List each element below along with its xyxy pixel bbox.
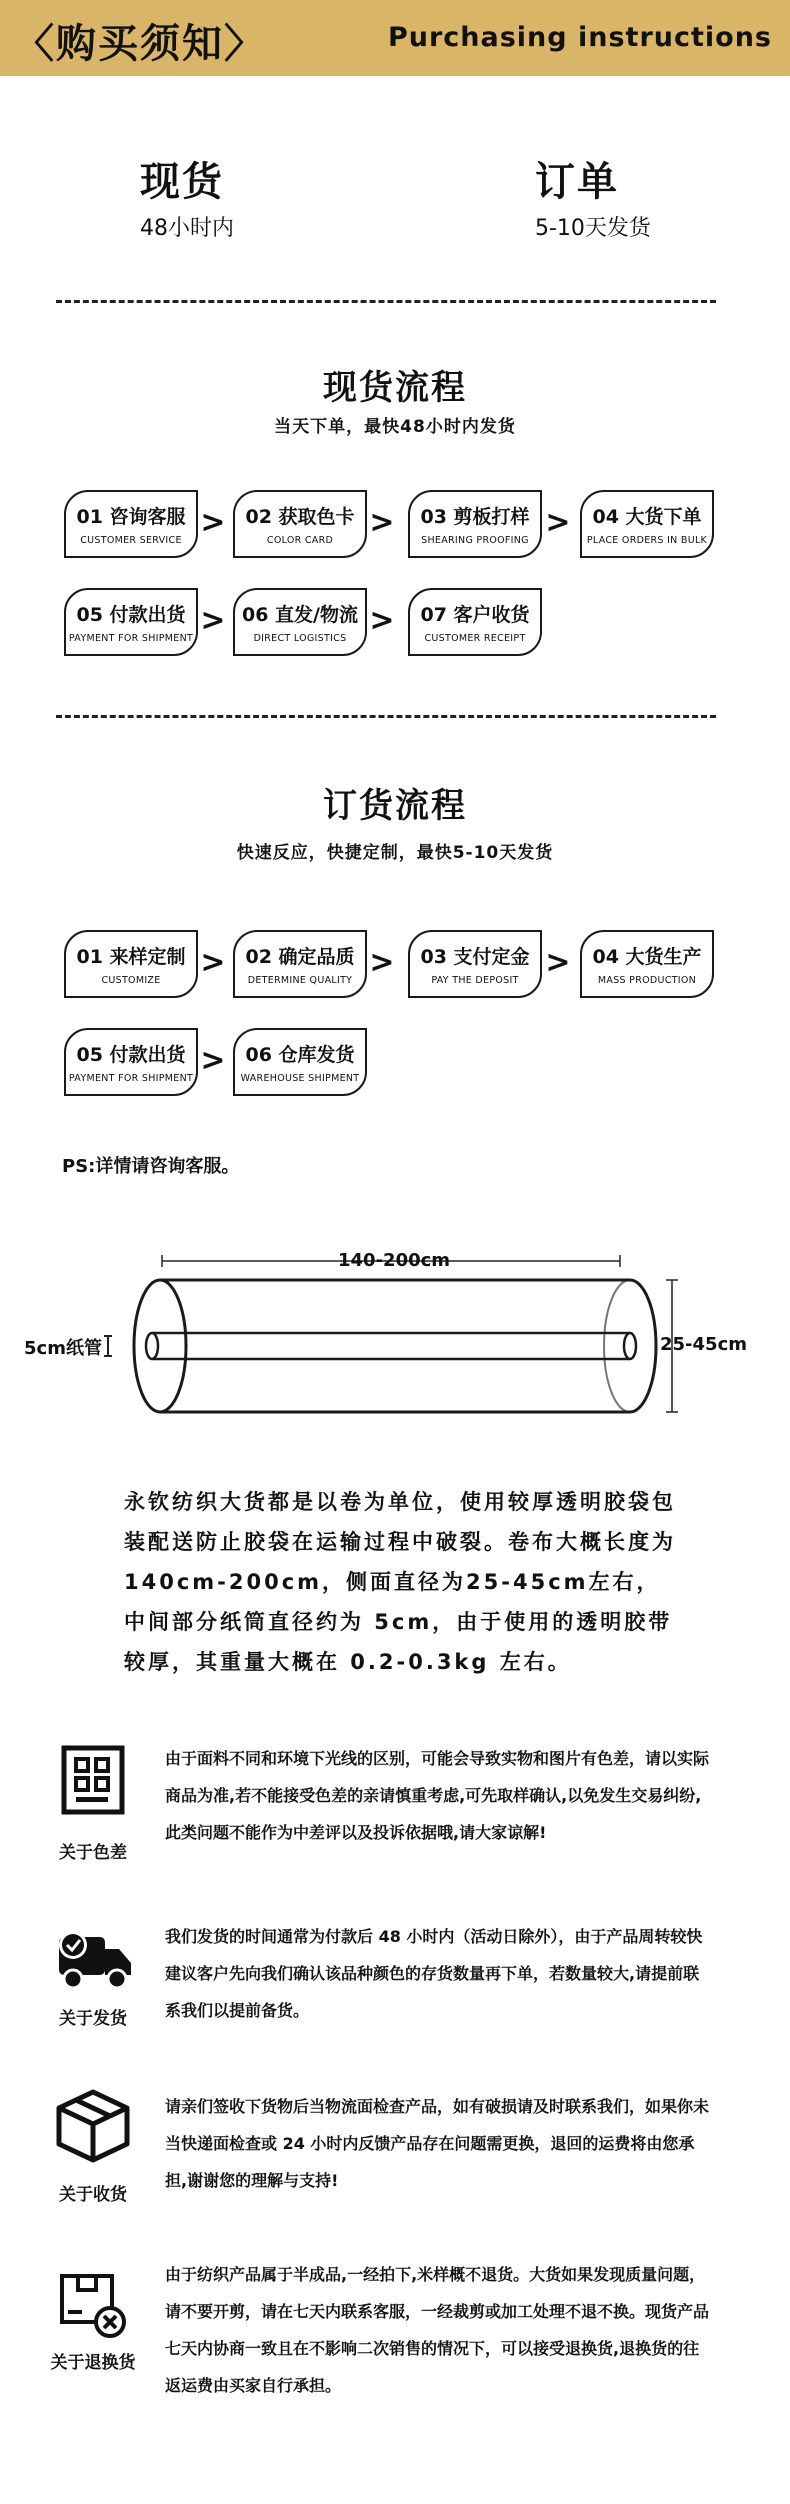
order-flow-subtitle: 快速反应，快捷定制，最快5-10天发货 bbox=[236, 843, 554, 863]
step-label: 03 支付定金 bbox=[420, 946, 530, 968]
header-banner bbox=[0, 0, 790, 76]
order-step-2 bbox=[233, 930, 367, 998]
arrow-icon: > bbox=[200, 1043, 226, 1078]
arrow-icon: > bbox=[369, 603, 395, 638]
order-step-1 bbox=[64, 930, 198, 998]
roll-description: 永钦纺织大货都是以卷为单位，使用较厚透明胶袋包装配送防止胶袋在运输过程中破裂。卷布大概长度为140cm-200cm，侧面直径为25-45cm左右，中间部分纸筒直径约为 5cm，由于使用的透明胶带较厚，其重量大概在 0.2-0.3kg 左右。 bbox=[124, 1490, 676, 1674]
color-card-icon bbox=[58, 1745, 128, 1815]
step-label: 06 仓库发货 bbox=[245, 1044, 355, 1066]
step-label-en: PAYMENT FOR SHIPMENT bbox=[68, 633, 194, 644]
step-label-en: DIRECT LOGISTICS bbox=[253, 633, 347, 644]
arrow-icon: > bbox=[200, 505, 226, 540]
divider-top bbox=[56, 300, 716, 303]
notice-label-receipt: 关于收货 bbox=[59, 2185, 127, 2205]
step-label-en: COLOR CARD bbox=[266, 535, 334, 546]
order-flow-title: 订货流程 bbox=[323, 786, 467, 826]
arrow-icon: > bbox=[545, 945, 571, 980]
stock-step-2 bbox=[233, 490, 367, 558]
notice-label-color: 关于色差 bbox=[59, 1843, 127, 1863]
step-label: 01 来样定制 bbox=[76, 946, 186, 968]
stock-step-4 bbox=[580, 490, 714, 558]
roll-length-label: 140-200cm bbox=[338, 1250, 451, 1271]
step-label: 03 剪板打样 bbox=[420, 506, 530, 528]
step-label: 04 大货下单 bbox=[592, 506, 702, 528]
step-label-en: MASS PRODUCTION bbox=[597, 975, 697, 986]
step-label-en: WAREHOUSE SHIPMENT bbox=[240, 1073, 360, 1084]
stock-headline bbox=[140, 150, 234, 242]
stock-step-7 bbox=[408, 588, 542, 656]
step-label: 02 获取色卡 bbox=[245, 506, 355, 528]
notice-text-return: 由于纺织产品属于半成品,一经拍下,米样概不退货。大货如果发现质量问题，请不要开剪，请在七天内联系客服，一经裁剪或加工处理不退不换。现货产品七天内协商一致且在不影响二次销售的情况下，可以接受退换货,退换货的往返运费由买家自行承担。 bbox=[165, 2265, 710, 2395]
step-label-en: CUSTOMIZE bbox=[101, 975, 161, 986]
step-label: 05 付款出货 bbox=[76, 604, 186, 626]
notice-text-delivery: 我们发货的时间通常为付款后 48 小时内（活动日除外），由于产品周转较快建议客户先向我们确认该品种颜色的存货数量再下单，若数量较大,请提前联系我们以提前备货。 bbox=[165, 1927, 703, 2020]
arrow-icon: > bbox=[200, 945, 226, 980]
order-title: 订单 bbox=[535, 159, 619, 205]
step-label-en: PLACE ORDERS IN BULK bbox=[586, 535, 708, 546]
stock-subtitle: 48小时内 bbox=[140, 216, 234, 241]
divider-middle bbox=[56, 715, 716, 718]
step-label-en: DETERMINE QUALITY bbox=[247, 975, 353, 986]
delivery-truck-icon bbox=[55, 1925, 135, 1995]
step-label: 02 确定品质 bbox=[245, 946, 355, 968]
notice-text-color: 由于面料不同和环境下光线的区别，可能会导致实物和图片有色差，请以实际商品为准,若不能接受色差的亲请慎重考虑,可先取样确认,以免发生交易纠纷,此类问题不能作为中差评以及投诉依据哦,请大家谅解! bbox=[165, 1749, 710, 1842]
stock-title: 现货 bbox=[140, 159, 224, 205]
order-step-6 bbox=[233, 1028, 367, 1096]
stock-flow-title: 现货流程 bbox=[323, 368, 467, 408]
step-label-en: CUSTOMER SERVICE bbox=[80, 535, 182, 546]
step-label-en: SHEARING PROOFING bbox=[421, 535, 529, 546]
header-title-en: Purchasing instructions bbox=[387, 22, 772, 53]
order-step-3 bbox=[408, 930, 542, 998]
notice-label-return: 关于退换货 bbox=[50, 2353, 136, 2373]
return-box-icon bbox=[58, 2270, 128, 2340]
step-label-en: PAYMENT FOR SHIPMENT bbox=[68, 1073, 194, 1084]
stock-step-3 bbox=[408, 490, 542, 558]
arrow-icon: > bbox=[369, 505, 395, 540]
step-label: 01 咨询客服 bbox=[76, 506, 186, 528]
order-subtitle: 5-10天发货 bbox=[535, 216, 651, 241]
arrow-icon: > bbox=[200, 603, 226, 638]
step-label-en: PAY THE DEPOSIT bbox=[431, 975, 519, 986]
step-label: 04 大货生产 bbox=[592, 946, 702, 968]
arrow-icon: > bbox=[545, 505, 571, 540]
notice-label-delivery: 关于发货 bbox=[59, 2009, 127, 2029]
stock-step-6 bbox=[233, 588, 367, 656]
stock-flow-subtitle: 当天下单，最快48小时内发货 bbox=[274, 417, 516, 437]
roll-tube-label: 5cm纸管 bbox=[24, 1338, 102, 1359]
roll-diameter-label: 25-45cm bbox=[660, 1334, 747, 1355]
order-headline bbox=[535, 150, 651, 242]
notice-text-receipt: 请亲们签收下货物后当物流面检查产品，如有破损请及时联系我们，如果你未当快递面检查或 24 小时内反馈产品存在问题需更换，退回的运费将由您承担,谢谢您的理解与支持! bbox=[165, 2097, 710, 2190]
header-title-cn: 〈购买须知〉 bbox=[14, 21, 266, 67]
arrow-icon: > bbox=[369, 945, 395, 980]
order-step-5 bbox=[64, 1028, 198, 1096]
ps-note: PS:详情请咨询客服。 bbox=[62, 1156, 240, 1177]
stock-step-1 bbox=[64, 490, 198, 558]
step-label: 06 直发/物流 bbox=[242, 604, 358, 626]
stock-step-5 bbox=[64, 588, 198, 656]
step-label: 05 付款出货 bbox=[76, 1044, 186, 1066]
package-box-icon bbox=[55, 2088, 131, 2164]
step-label-en: CUSTOMER RECEIPT bbox=[424, 633, 526, 644]
step-label: 07 客户收货 bbox=[420, 604, 530, 626]
order-step-4 bbox=[580, 930, 714, 998]
